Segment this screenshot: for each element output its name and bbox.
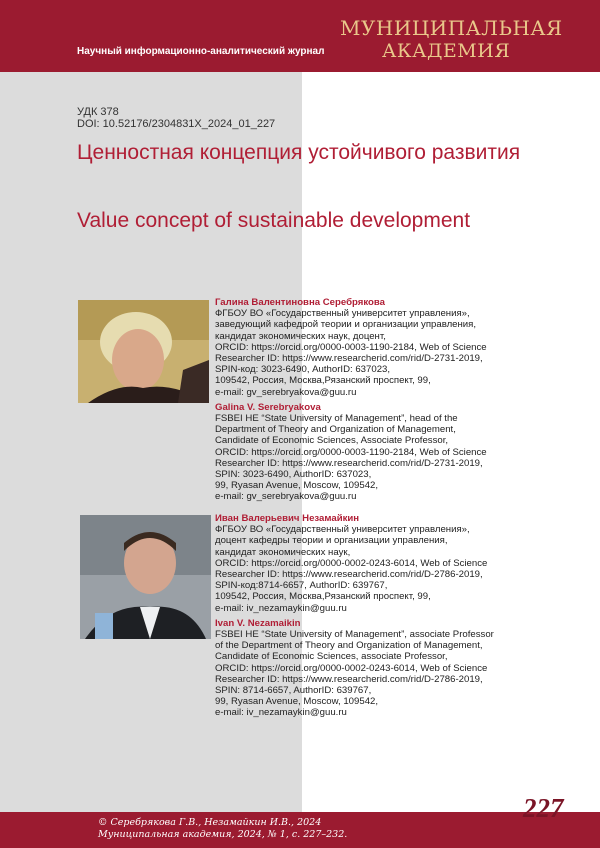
author-1-ru-line: Researcher ID: https://www.researcherid.com/rid/D-2731-2019, xyxy=(215,353,483,365)
author-1-ru-line: кандидат экономических наук, доцент, xyxy=(215,330,386,342)
author-2-portrait-icon xyxy=(80,515,211,639)
author-1-en-line: Candidate of Economic Sciences, Associate Professor, xyxy=(215,435,449,447)
author-2-en-line: FSBEI HE “State University of Management”, associate Professor xyxy=(215,629,494,641)
author-1-name-en: Galina V. Serebryakova xyxy=(215,401,321,413)
author-1-ru-line: заведующий кафедрой теории и организации управления, xyxy=(215,319,477,331)
journal-subtitle: Научный информационно-аналитический журнал xyxy=(77,46,325,57)
author-1-en-line: FSBEI HE “State University of Management”, head of the xyxy=(215,413,458,425)
author-1-en-line: SPIN: 3023-6490, AuthorID: 637023, xyxy=(215,469,372,481)
udk-code: УДК 378 xyxy=(77,106,119,118)
author-1-en-line: 99, Ryasan Avenue, Moscow, 109542, xyxy=(215,480,379,492)
article-title-ru: Ценностная концепция устойчивого развития xyxy=(77,141,521,164)
author-2-en-email: e-mail: iv_nezamaykin@guu.ru xyxy=(215,707,347,719)
author-2-en-line: 99, Ryasan Avenue, Moscow, 109542, xyxy=(215,696,379,708)
author-2-photo xyxy=(80,515,211,639)
author-2-ru-line: SPIN-код:8714-6657, AuthorID: 639767, xyxy=(215,580,388,592)
author-2-name-ru: Иван Валерьевич Незамайкин xyxy=(215,513,360,524)
copyright-authors: © Серебрякова Г.В., Незамайкин И.В., 2024 xyxy=(98,817,322,828)
author-2-ru-line: ORCID: https://orcid.org/0000-0002-0243-6014, Web of Science xyxy=(215,557,488,569)
author-2-en-line: ORCID: https://orcid.org/0000-0002-0243-6014, Web of Science xyxy=(215,662,488,674)
author-2-en-line: SPIN: 8714-6657, AuthorID: 639767, xyxy=(215,685,372,697)
author-2-ru-line: Researcher ID: https://www.researcherid.com/rid/D-2786-2019, xyxy=(215,569,483,581)
author-2-en-line: Researcher ID: https://www.researcherid.com/rid/D-2786-2019, xyxy=(215,673,483,685)
doi-code: DOI: 10.52176/2304831X_2024_01_227 xyxy=(77,118,276,130)
author-1-photo xyxy=(78,300,209,403)
author-1-info xyxy=(215,297,595,503)
page-number: 227 xyxy=(523,793,564,823)
author-1-en-line: ORCID: https://orcid.org/0000-0003-1190-2184, Web of Science xyxy=(215,446,487,458)
author-1-ru-email: e-mail: gv_serebryakova@guu.ru xyxy=(215,386,357,398)
author-1-name-ru: Галина Валентиновна Серебрякова xyxy=(215,297,385,308)
author-2-ru-line: 109542, Россия, Москва,Рязанский проспект, 99, xyxy=(215,591,431,603)
author-2-en-line: of the Department of Theory and Organization of Management, xyxy=(215,640,483,652)
author-1-ru-line: 109542, Россия, Москва,Рязанский проспект, 99, xyxy=(215,375,431,387)
author-2-info xyxy=(215,513,595,719)
author-2-en-line: Candidate of Economic Sciences, associate Professor, xyxy=(215,651,448,663)
journal-logo xyxy=(340,16,563,64)
article-title-en: Value concept of sustainable development xyxy=(77,209,471,232)
author-2-name-en: Ivan V. Nezamaikin xyxy=(215,617,301,629)
author-1-ru-line: SPIN-код: 3023-6490, AuthorID: 637023, xyxy=(215,364,391,376)
logo-line-2: АКАДЕМИЯ xyxy=(382,40,511,62)
author-1-ru-line: ORCID: https://orcid.org/0000-0003-1190-2184, Web of Science xyxy=(215,341,487,353)
author-1-portrait-icon xyxy=(78,300,209,403)
author-1-en-email: e-mail: gv_serebryakova@guu.ru xyxy=(215,491,357,503)
logo-line-1: МУНИЦИПАЛЬНАЯ xyxy=(340,16,563,40)
author-1-ru-line: ФГБОУ ВО «Государственный университет управления», xyxy=(215,308,470,320)
copyright-block xyxy=(98,817,347,840)
citation-line: Муниципальная академия, 2024, № 1, с. 227–232. xyxy=(98,828,348,840)
author-1-en-line: Department of Theory and Organization of Management, xyxy=(215,424,456,436)
author-2-ru-line: доцент кафедры теории и организации управления, xyxy=(215,535,448,547)
author-2-ru-line: ФГБОУ ВО «Государственный университет управления», xyxy=(215,524,470,536)
author-1-en-line: Researcher ID: https://www.researcherid.com/rid/D-2731-2019, xyxy=(215,457,483,469)
author-2-ru-line: кандидат экономических наук, xyxy=(215,546,351,558)
author-2-ru-email: e-mail: iv_nezamaykin@guu.ru xyxy=(215,602,347,614)
